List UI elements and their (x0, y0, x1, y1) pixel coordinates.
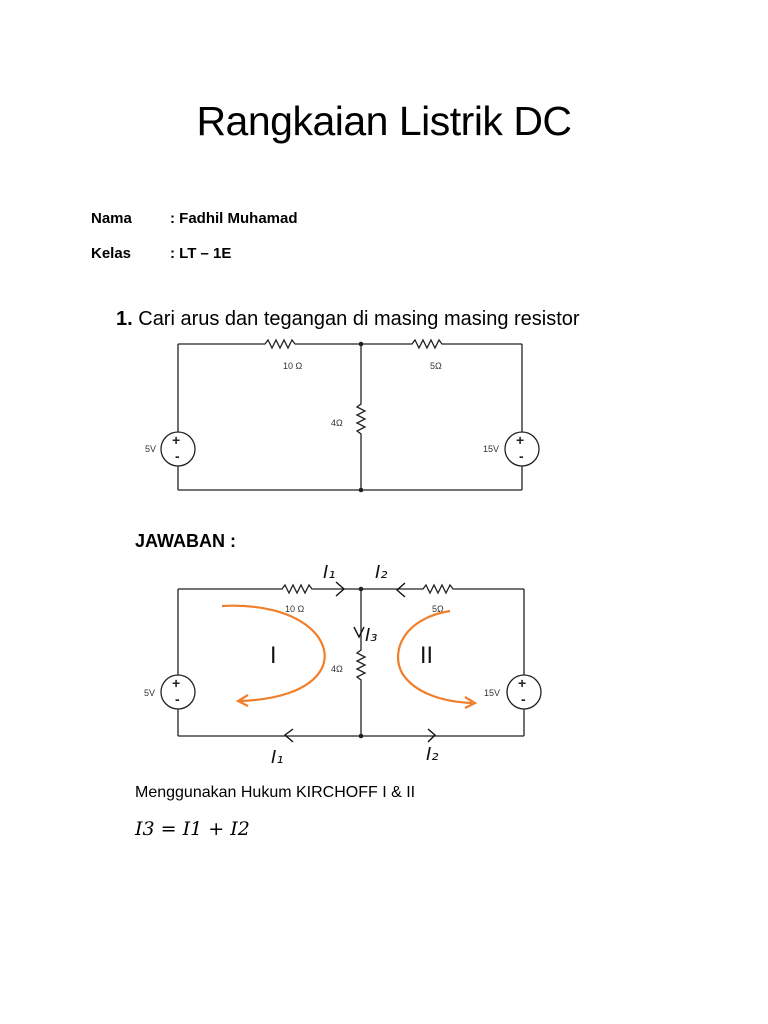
loop-2-arrow (398, 611, 472, 703)
svg-text:-: - (519, 448, 524, 464)
circuit1-label-v1: 5V (145, 444, 157, 454)
circuit1-label-v2: 15V (483, 444, 500, 454)
circuit2-label-v1: 5V (144, 688, 156, 698)
svg-text:-: - (175, 448, 180, 464)
label-i1-top: I₁ (323, 562, 336, 583)
equation-term-2: I2 (230, 818, 250, 840)
svg-text:+: + (516, 432, 525, 448)
circuit2-top-wire (178, 585, 524, 593)
circuit2-label-r2: 5Ω (432, 604, 444, 614)
loop-arrows (222, 606, 472, 703)
nama-value: : Fadhil Muhamad (170, 210, 298, 227)
circuit2-label-r1: 10 Ω (285, 604, 305, 614)
svg-text:+: + (172, 432, 181, 448)
equation-eq: = (154, 818, 183, 840)
circuit-1 (161, 340, 539, 490)
loop-1-label: I (270, 644, 277, 669)
circuit1-label-r2: 5Ω (430, 361, 442, 371)
question-number: 1. (116, 308, 133, 330)
arrow-i3 (354, 627, 364, 637)
circuit-2 (161, 585, 541, 736)
loop-2-label: II (420, 644, 433, 669)
equation-kcl (135, 818, 250, 840)
svg-text:-: - (175, 691, 180, 707)
method-text: Menggunakan Hukum KIRCHOFF I & II (135, 784, 416, 801)
kelas-label: Kelas (91, 245, 132, 262)
kelas-value: : LT – 1E (170, 245, 232, 262)
circuit2-label-r3: 4Ω (331, 664, 343, 674)
svg-text:+: + (518, 675, 527, 691)
page-title: Rangkaian Listrik DC (196, 98, 572, 144)
circuit2-label-v2: 15V (484, 688, 501, 698)
label-i1-bottom: I₁ (271, 747, 284, 768)
arrow-i2-top (397, 583, 405, 597)
question-text: Cari arus dan tegangan di masing masing resistor (132, 308, 580, 330)
answer-heading: JAWABAN : (135, 531, 237, 551)
equation-lhs: I3 (135, 818, 155, 840)
circuit2-middle-resistor (357, 589, 365, 736)
circuit1-top-wire (178, 340, 522, 348)
circuit1-middle-resistor (357, 344, 365, 490)
svg-text:-: - (521, 691, 526, 707)
svg-text:+: + (172, 675, 181, 691)
label-i2-bottom: I₂ (426, 744, 439, 765)
nama-label: Nama (91, 210, 132, 227)
equation-term-1: I1 (182, 818, 203, 840)
circuit1-label-r1: 10 Ω (283, 361, 303, 371)
label-i3: I₃ (365, 625, 378, 646)
circuit1-label-r3: 4Ω (331, 418, 343, 428)
label-i2-top: I₂ (375, 562, 388, 583)
equation-plus: + (202, 818, 231, 840)
